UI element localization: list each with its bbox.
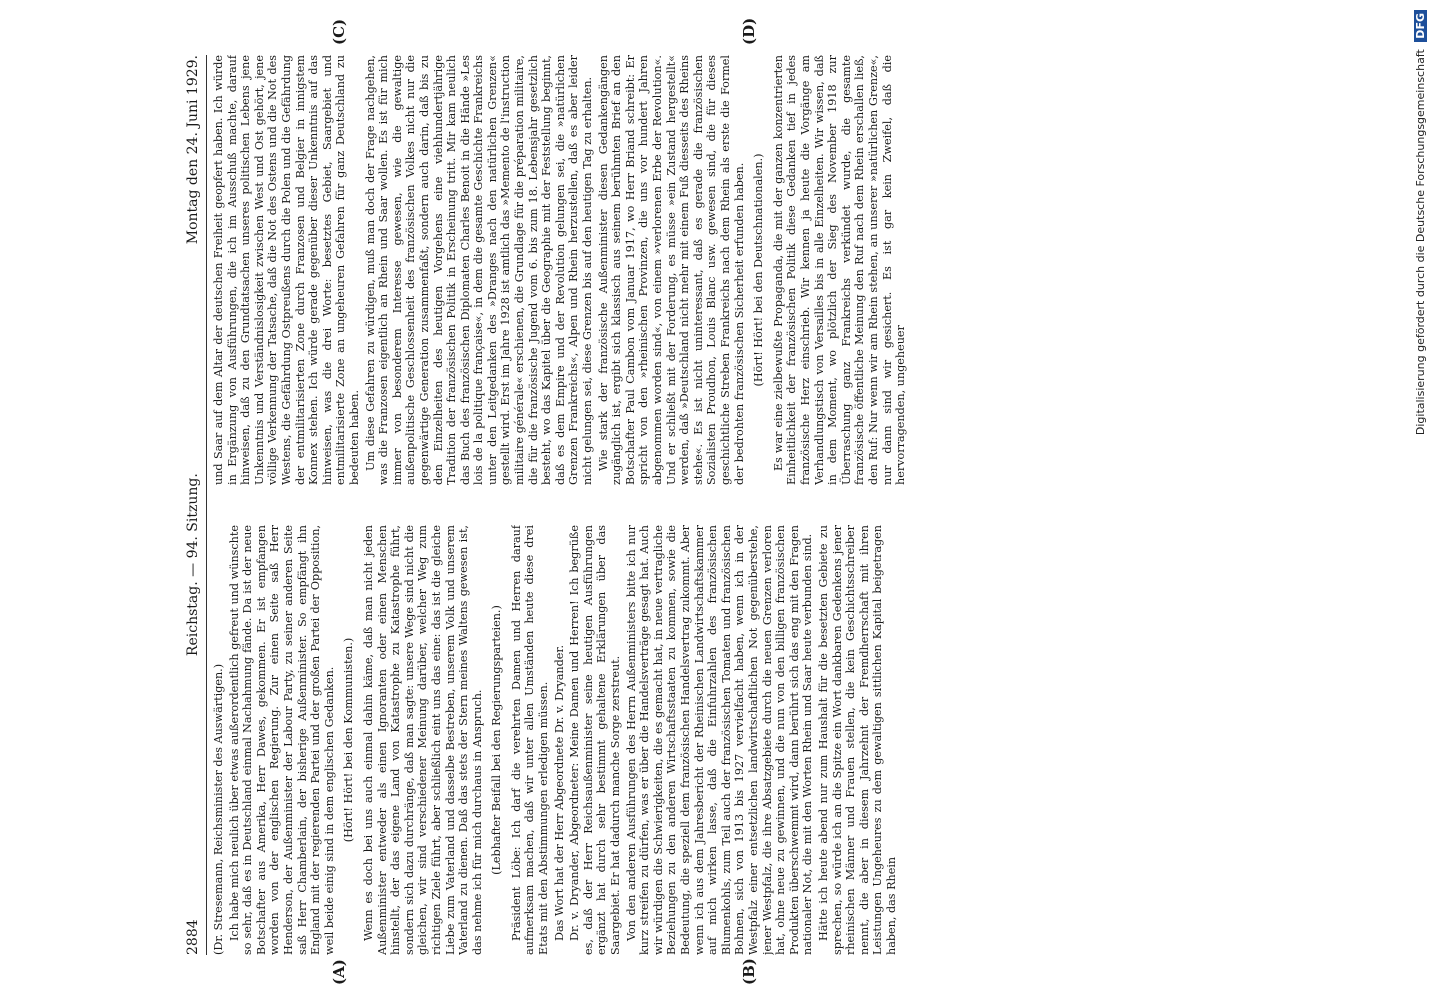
paragraph: Wie stark der französische Außenminister diesen Gedankengängen zugänglich ist, ergibt sich klassisch aus seinem berühmten Brief an den Botschafter Paul Cambon vom Januar 1917, wo Herr Briand schreibt: Er spricht von den »rheinischen Provinzen, die uns vor hundert Jahren abgenommen worden sind«, von einem »verlorenen Erbe der Revolution«. Und er schließt mit der Forderung, es müsse »ein Zustand hergestellt« werden, daß »Deutschland nicht mehr mit einem Fuß diesseits des Rheins stehe«. Es ist nicht uninteressant, daß es gerade die französischen Sozialisten Proudhon, Louis Blanc usw. gewesen sind, die für dieses geschichtliche Streben Frankreichs nach dem Rhein als erste die Formel der bedrohten französischen Sicherheit erfunden haben. [596,55,746,485]
margin-marker-b: (B) [740,958,758,985]
paragraph: Von den anderen Ausführungen des Herrn Außenministers bitte ich nur kurz streifen zu dürfen, was er über die Handelsverträge gesagt hat. Auch wir würdigen die Schwierigkeiten, die es gemacht hat, in neue vertragliche Beziehungen zu den anderen Wirtschaftsstaaten zu kommen, sowie die Bedeutung, die speziell dem französischen Handelsvertrag zukommt. Aber wenn ich aus dem Jahresbericht der Rheinischen Landwirtschaftskammer auf mich wirken lasse, daß die Einfuhrzahlen des französischen Blumenkohls, zum Teil auch der französischen Tomaten und französischen Bohnen, sich von 1913 bis 1927 vervielfacht haben, wenn ich in der Westpfalz einer entsetzlichen landwirtschaftlichen Not gegenüberstehe, jener Westpfalz, die ihre Absatzgebiete durch die neuen Grenzen verloren hat, ohne neue zu gewinnen, und die nun von den billigen französischen Produkten überschwemmt wird, dann berührt sich das eng mit den Fragen nationaler Not, die mit den Worten Rhein und Saar heute verbunden sind. [624,525,815,955]
paragraph: Es war eine zielbewußte Propaganda, die mit der ganzen konzentrierten Einheitlichkeit der französischen Politik diese Gedanken tief in jedes französische Herz einschrieb. Wir kennen ja heute die Vorgänge am Verhandlungstisch von Versailles bis in alle Einzelheiten. Wir wissen, daß in dem Moment, wo plötzlich der Sieg des November 1918 zur Überraschung ganz Frankreichs verkündet wurde, die gesamte französische öffentliche Meinung den Ruf nach dem Rhein erschallen ließ, den Ruf: Nur wenn wir am Rhein stehen, an unserer »natürlichen Grenze«, nur dann sind wir gesichert. Es ist gar kein Zweifel, daß die hervorragenden, ungeheuer [771,55,908,485]
page-header [180,55,207,955]
session-title: Reichstag. — 94. Sitzung. [185,473,201,657]
margin-marker-d: (D) [740,17,758,45]
paragraph: Dr. v. Dryander, Abgeordneter: Meine Damen und Herren! Ich begrüße es, daß der Herr Reichsaußenminister seine heutigen Ausführungen ergänzt hat durch sehr bestimmt gehaltene Erklärungen über das Saargebiet. Er hat dadurch manche Sorge zerstreut. [568,525,623,955]
session-date: Montag den 24. Juni 1929. [185,55,201,245]
paragraph: (Hört! Hört! bei den Deutschnationalen.) [752,153,766,387]
paragraph: (Lebhafter Beifall bei den Regierungsparteien.) [490,605,504,875]
margin-marker-c: (C) [330,18,348,45]
paragraph: (Dr. Stresemann, Reichsminister des Auswärtigen.) [212,663,225,955]
margin-marker-a: (A) [330,959,348,985]
paragraph: (Hört! Hört! bei den Kommunisten.) [342,637,356,843]
paragraph: Präsident Löbe: Ich darf die verehrten Damen und Herren darauf aufmerksam machen, daß wir unter allen Umständen heute diese drei Etats mit den Abstimmungen erledigen müssen. [509,525,551,955]
paragraph: Ich habe mich neulich über etwas außerordentlich gefreut und wünschte so sehr, daß es in Deutschland einmal Nachahmung fände. Da ist der neue Botschafter aus Amerika, Herr Dawes, gekommen. Er ist empfangen worden von der englischen Regierung. Zur einen Seite saß Herr Henderson, der Außenminister der Labour Party, zu seiner anderen Seite saß Herr Chamberlain, der bisherige Außenminister. So empfängt ihn England mit der regierenden Partei und der großen Partei der Opposition, weil beide einig sind in dem englischen Gedanken. [227,525,336,955]
paragraph: und Saar auf dem Altar der deutschen Freiheit geopfert haben. Ich würde in Ergänzung von Ausführungen, die ich im Ausschuß machte, darauf hinweisen, daß zu den Grundtatsachen unseres politischen Lebens jene Unkenntnis und Verständnislosigkeit zwischen West und Ost gehört, jene völlige Verkennung der Tatsache, daß die Not des Ostens und die Not des Westens, die Gefährdung Ostpreußens durch die Polen und die Gefährdung der entmilitarisierten Zone durch Franzosen und Belgier in innigstem Konnex stehen. Ich würde gerade gegenüber dieser Unkenntnis auf das hinweisen, was die drei Worte: besetztes Gebiet, Saargebiet und entmilitarisierte Zone an ungeheuren Gefahren für ganz Deutschland zu bedeuten haben. [212,55,361,485]
paragraph: Hätte ich heute abend nur zum Haushalt für die besetzten Gebiete zu sprechen, so würde ich an die Spitze ein Wort dankbaren Gedenkens jener rheinischen Männer und Frauen stellen, die kein Geschichtsschreiber nennt, die aber in diesem Jahrzehnt der Fremdherrschaft mit ihren Leistungen Ungeheures zu dem gewaltigen sittlichen Kapital beigetragen haben, das Rhein [816,525,898,955]
dfg-logo: DFG [1414,10,1427,42]
digitization-text: Digitalisierung gefördert durch die Deutsche Forschungsgemeinschaft [1414,49,1427,436]
right-text-column [212,55,1252,485]
page-number: 2884 [185,919,201,955]
paragraph: Um diese Gefahren zu würdigen, muß man doch der Frage nachgehen, was die Franzosen eigentlich an Rhein und Saar wollen. Es ist für mich immer von besonderem Interesse gewesen, wie die gewaltige außenpolitische Geschlossenheit des französischen Volkes nicht nur die gegenwärtige Generation zusammenfaßt, sondern auch darin, daß bis zu den Einzelheiten des heutigen Vorgehens eine viehhundertjährige Tradition der französischen Politik in Erscheinung tritt. Mir kam neulich das Buch des französischen Diplomaten Charles Benoit in die Hände »Les lois de la politique française«, in dem die gesamte Geschichte Frankreichs unter den Leitgedanken des »Dranges nach den natürlichen Grenzen« gestellt wird. Erst im Jahre 1928 ist amtlich das »Memento de l'instruction militaire générale« erschienen, die Grundlage für die préparation militaire, die für die französische Jugend vom 6. bis zum 18. Lebensjahr gesetzlich besteht, wo das Kapitel über die Geographie mit der Feststellung beginnt, daß es dem Empire und der Revolution gelungen sei, die »natürlichen Grenzen Frankreichs«, Alpen und Rhein herzustellen, daß es aber leider nicht gelungen sei, diese Grenzen bis auf den heutigen Tag zu erhalten. [363,55,595,485]
digitization-note [1412,10,1430,990]
rotated-page-content [180,0,1080,985]
paragraph: Wenn es doch bei uns auch einmal dahin käme, daß man nicht jeden Außenminister entweder als einen Ignoranten oder einen Menschen hinstellt, der das eigene Land von Katastrophe zu Katastrophe führt, sondern sich dazu durchränge, daß man sagte: unsere Wege sind nicht die gleichen, wir sind verschiedener Meinung darüber, welcher Weg zum richtigen Ziele führt, aber schließlich eint uns das eine: das ist die gleiche Liebe zum Vaterland und dasselbe Bestreben, unserem Volk und unserem Vaterland zu dienen. Daß das stets der Stern meines Waltens gewesen ist, das nehme ich für mich durchaus in Anspruch. [361,525,484,955]
paragraph: Das Wort hat der Herr Abgeordnete Dr. v. Dryander. [552,644,566,941]
left-text-column [212,525,1252,955]
